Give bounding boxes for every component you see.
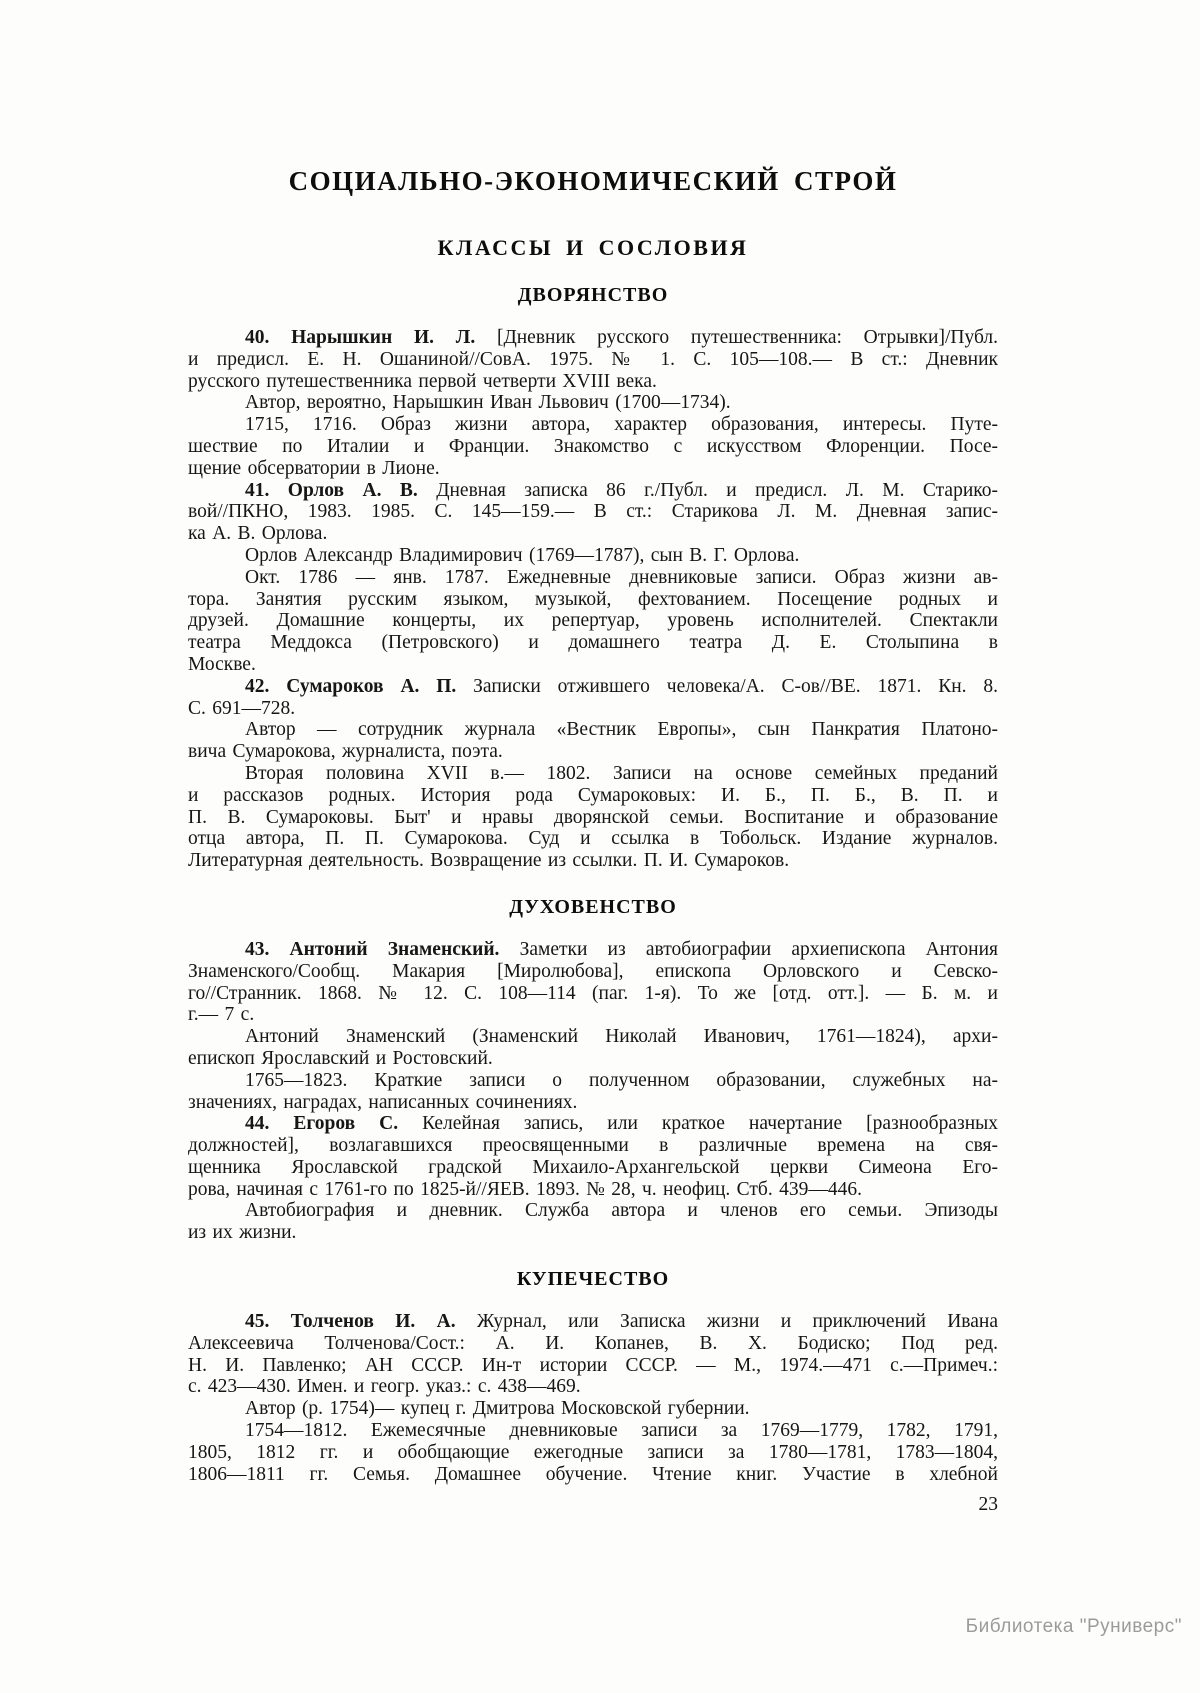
section-dukhovenstvo (188, 896, 998, 1244)
library-watermark: Библиотека "Руниверс" (965, 1616, 1182, 1637)
text-line: с. 423—430. Имен. и геогр. указ.: с. 438—469. (188, 1376, 581, 1398)
section-dvoryanstvo (188, 284, 998, 872)
text-line: шествие по Италии и Франции. Знакомство с искусством Флоренции. Посе- (188, 435, 998, 457)
text-line: Литературная деятельность. Возвращение из ссылки. П. И. Сумароков. (188, 850, 790, 872)
text-line: Вторая половина XVII в.— 1802. Записи на основе семейных преданий (245, 762, 998, 784)
entry-number-author: 45. Толченов И. А. (245, 1311, 456, 1333)
text-line: отца автора, П. П. Сумарокова. Суд и ссылка в Тобольск. Издание журналов. (188, 828, 998, 850)
text-line: 45. Толченов И. А. Журнал, или Записка жизни и приключений Ивана (245, 1311, 998, 1333)
text-line: тора. Занятия русским языком, музыкой, фехтованием. Посещение родных и (188, 588, 998, 610)
text-line: Антоний Знаменский (Знаменский Николай Иванович, 1761—1824), архи- (245, 1026, 998, 1048)
section-heading-dvoryanstvo: ДВОРЯНСТВО (517, 284, 669, 306)
text-line: Автор, вероятно, Нарышкин Иван Львович (1700—1734). (245, 392, 731, 414)
text-line: Алексеевича Толченова/Сост.: А. И. Копанев, В. Х. Бодиско; Под ред. (188, 1332, 998, 1354)
text-line: 1765—1823. Краткие записи о полученном образовании, служебных на- (245, 1069, 998, 1091)
text-line: Автор — сотрудник журнала «Вестник Европы», сын Панкратия Платоно- (245, 719, 998, 741)
entry-number-author: 43. Антоний Знаменский. (245, 938, 500, 960)
text-line: Автор (р. 1754)— купец г. Дмитрова Московской губернии. (245, 1398, 750, 1420)
text-line: г.— 7 с. (188, 1004, 255, 1026)
page-subtitle: КЛАССЫ И СОСЛОВИЯ (437, 235, 749, 260)
entry-45 (188, 1311, 998, 1485)
entry-number-author: 41. Орлов А. В. (245, 479, 418, 501)
text-line: Москве. (188, 653, 256, 675)
text-line: 1806—1811 гг. Семья. Домашнее обучение. Чтение книг. Участие в хлебной (188, 1463, 998, 1485)
text-line: го//Странник. 1868. № 12. С. 108—114 (паг. 1-я). То же [отд. отт.]. — Б. м. и (188, 982, 998, 1004)
section-heading-kupechestvo: КУПЕЧЕСТВО (516, 1268, 670, 1291)
text-line: русского путешественника первой четверти XVIII века. (188, 370, 657, 392)
text-line: 1805, 1812 гг. и обобщающие ежегодные записи за 1780—1781, 1783—1804, (188, 1441, 998, 1463)
text-line: епископ Ярославский и Ростовский. (188, 1047, 493, 1069)
entry-44 (188, 1113, 998, 1244)
text-line: 43. Антоний Знаменский. Заметки из автобиографии архиепископа Антония (245, 938, 998, 960)
text-line: друзей. Домашние концерты, их репертуар, уровень исполнителей. Спектакли (188, 610, 998, 632)
text-line: 42. Сумароков А. П. Записки отжившего человека/А. С-ов//ВЕ. 1871. Кн. 8. (245, 675, 998, 697)
bibliography-sections (188, 284, 998, 1485)
page-number: 23 (978, 1494, 998, 1515)
text-line: П. В. Сумароковы. Быт' и нравы дворянской семьи. Воспитание и образование (188, 806, 998, 828)
page-title: СОЦИАЛЬНО-ЭКОНОМИЧЕСКИЙ СТРОЙ (288, 166, 898, 196)
text-line: С. 691—728. (188, 697, 296, 719)
text-line: ка А. В. Орлова. (188, 523, 328, 545)
entry-number-author: 42. Сумароков А. П. (245, 675, 457, 697)
text-block (188, 0, 998, 1485)
text-line: значениях, наградах, написанных сочинениях. (188, 1091, 578, 1113)
text-line: театра Меддокса (Петровского) и домашнего театра Д. Е. Столыпина в (188, 632, 998, 654)
text-line: 41. Орлов А. В. Дневная записка 86 г./Публ. и предисл. Л. М. Старико- (245, 479, 998, 501)
entry-number-author: 40. Нарышкин И. Л. (245, 327, 476, 348)
text-line: вича Сумарокова, журналиста, поэта. (188, 741, 503, 763)
text-line: 1754—1812. Ежемесячные дневниковые записи за 1769—1779, 1782, 1791, (245, 1420, 998, 1442)
text-line: Окт. 1786 — янв. 1787. Ежедневные дневниковые записи. Образ жизни ав- (245, 566, 998, 588)
text-line: рова, начиная с 1761-го по 1825-й//ЯЕВ. 1893. № 28, ч. неофиц. Стб. 439—446. (188, 1178, 862, 1200)
text-line: вой//ПКНО, 1983. 1985. С. 145—159.— В ст.: Старикова Л. М. Дневная запис- (188, 501, 998, 523)
text-line: должностей], возлагавшихся преосвященными в различные времена на свя- (188, 1135, 998, 1157)
text-line: щение обсерватории в Лионе. (188, 457, 440, 479)
entry-40 (188, 327, 998, 480)
section-kupechestvo (188, 1268, 998, 1485)
text-line: Автобиография и дневник. Служба автора и членов его семьи. Эпизоды (245, 1200, 998, 1222)
text-line: Н. И. Павленко; АН СССР. Ин-т истории СССР. — М., 1974.—471 с.—Примеч.: (188, 1354, 998, 1376)
text-line: и предисл. Е. Н. Ошаниной//СовА. 1975. № 1. С. 105—108.— В ст.: Дневник (188, 348, 998, 370)
text-line: 40. Нарышкин И. Л. [Дневник русского путешественника: Отрывки]/Публ. (245, 327, 998, 348)
text-line: 44. Егоров С. Келейная запись, или краткое начертание [разнообразных (245, 1113, 998, 1135)
text-line: 1715, 1716. Образ жизни автора, характер образования, интересы. Путе- (245, 414, 998, 436)
text-line: из их жизни. (188, 1222, 297, 1244)
section-heading-dukhovenstvo: ДУХОВЕНСТВО (509, 895, 677, 918)
entry-42 (188, 676, 998, 872)
text-line: Орлов Александр Владимирович (1769—1787), сын В. Г. Орлова. (245, 544, 800, 566)
text-line: и рассказов родных. История рода Сумароковых: И. Б., П. Б., В. П. и (188, 784, 998, 806)
entry-number-author: 44. Егоров С. (245, 1113, 399, 1135)
text-line: щенника Ярославской градской Михаило-Архангельской церкви Симеона Его- (188, 1156, 998, 1178)
entry-43 (188, 939, 998, 1113)
entry-41 (188, 480, 998, 676)
text-line: Знаменского/Сообщ. Макария [Миролюбова], епископа Орловского и Севско- (188, 960, 998, 982)
